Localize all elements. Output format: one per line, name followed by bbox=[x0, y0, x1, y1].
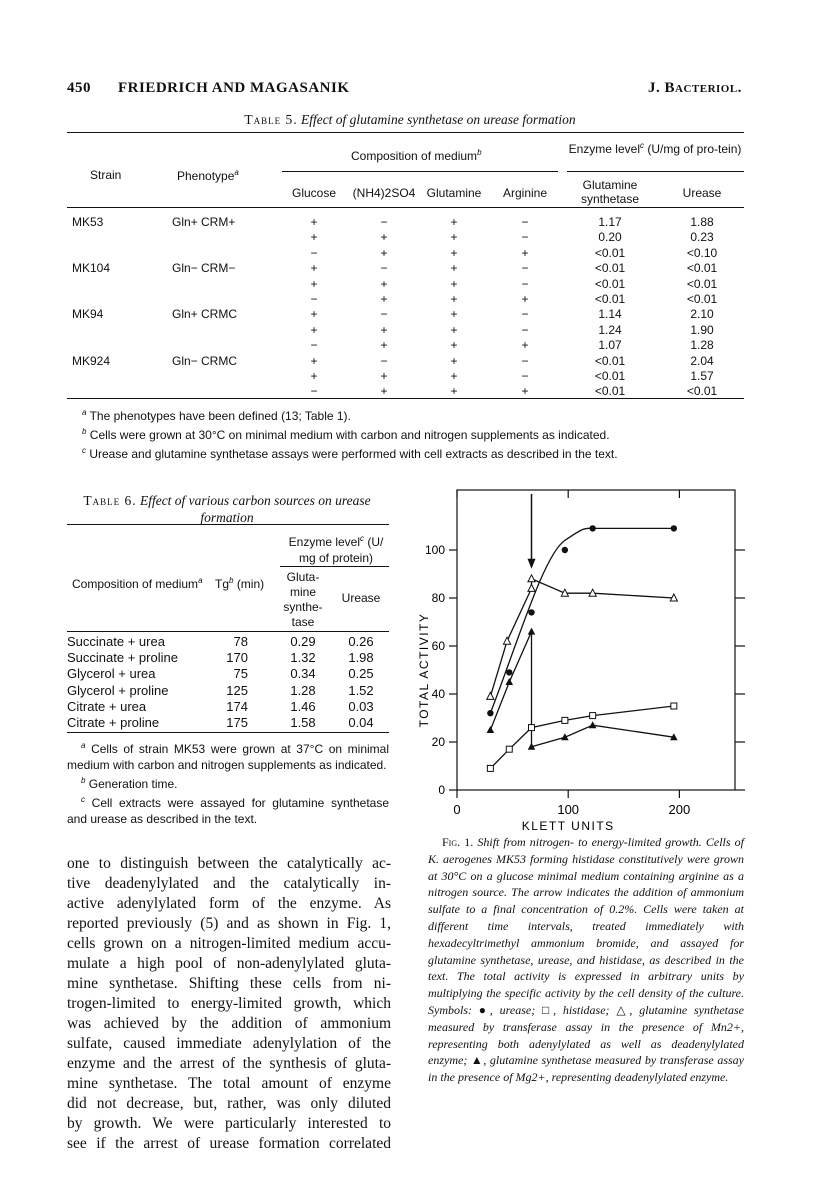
gs-mn-point bbox=[487, 692, 494, 699]
table5-footnotes bbox=[82, 405, 762, 462]
y-tick-label: 100 bbox=[424, 543, 445, 557]
table5-cell-nh4: + bbox=[380, 322, 388, 337]
table6-cell-gs: 1.28 bbox=[290, 682, 316, 698]
histidase-point bbox=[590, 713, 596, 719]
table6-cell-gs: 1.46 bbox=[290, 698, 316, 714]
body-text-line: cells grown on a nitrogen-limited medium accu- bbox=[67, 935, 391, 952]
table5-col-enzyme-fnmark: c bbox=[640, 141, 644, 150]
x-tick-label: 100 bbox=[557, 802, 580, 817]
figure-1-label: Fig. 1. bbox=[442, 835, 474, 849]
table5-col-composition-fnmark: b bbox=[477, 148, 482, 157]
table6-cell-gs: 1.58 bbox=[290, 715, 316, 730]
gs-mg-point bbox=[589, 721, 597, 728]
table5-footnote-a-mark: a bbox=[82, 408, 87, 417]
table5-sub-glucose: Glucose bbox=[291, 186, 337, 200]
table5-cell-urease: 0.23 bbox=[690, 230, 714, 245]
table6-footnote-b-text: Generation time. bbox=[88, 777, 178, 791]
table5-col-phenotype bbox=[177, 168, 239, 183]
table6-cell-urease: 0.04 bbox=[348, 715, 374, 730]
table5-cell-strain: MK924 bbox=[72, 353, 111, 368]
table5-col-phenotype-label: Phenotype bbox=[177, 169, 235, 183]
table5-sub-arginine: Arginine bbox=[502, 186, 548, 200]
table6-cell-urease: 0.26 bbox=[348, 634, 374, 649]
table6-cell-urease: 0.03 bbox=[348, 698, 374, 714]
table5-cell-gln: + bbox=[450, 307, 458, 322]
table6-label: Table 6. bbox=[83, 493, 137, 508]
table6-col-tg-label: Tg bbox=[215, 577, 230, 591]
table5-cell-glucose: + bbox=[310, 261, 318, 276]
series-line-glutamine-synthetase-mg2- bbox=[490, 632, 673, 747]
table6-col-enzyme-unit2: mg of protein) bbox=[298, 551, 374, 565]
table6-cell-medium: Citrate + proline bbox=[67, 715, 160, 730]
table5-cell-gln: + bbox=[450, 276, 458, 291]
gs-mn-point bbox=[528, 584, 535, 591]
table6-footnotes bbox=[67, 738, 389, 827]
table5-cell-glucose: + bbox=[310, 322, 318, 337]
x-tick-label: 200 bbox=[668, 802, 691, 817]
table5-cell-nh4: − bbox=[380, 261, 388, 276]
y-tick-label: 80 bbox=[431, 591, 445, 605]
table6-col-composition-label: Composition of medium bbox=[72, 577, 199, 591]
table6-cell-tg: 170 bbox=[226, 650, 248, 666]
table6-sub-urease: Urease bbox=[341, 591, 381, 605]
table5-cell-nh4: + bbox=[380, 245, 388, 260]
body-text-line: by growth. We were particularly interested to bbox=[67, 1115, 391, 1132]
x-axis-label: KLETT UNITS bbox=[521, 819, 615, 833]
table5-cell-gs: 1.07 bbox=[598, 338, 622, 353]
body-text-line: reported previously (5) and as shown in Fig. 1, bbox=[67, 915, 391, 932]
table6-col-tg-fnmark: b bbox=[229, 576, 234, 585]
table5-cell-strain: MK53 bbox=[72, 215, 104, 229]
table5-cell-arg: − bbox=[521, 276, 529, 291]
table6-footnote-a bbox=[67, 738, 389, 773]
table6-cell-medium: Succinate + urea bbox=[67, 634, 165, 649]
table5-cell-arg: − bbox=[521, 261, 529, 276]
table6-footnote-b bbox=[67, 773, 389, 792]
y-tick-label: 20 bbox=[431, 735, 445, 749]
x-tick-label: 0 bbox=[453, 802, 461, 817]
table5-cell-gs: <0.01 bbox=[594, 292, 626, 306]
table6-footnote-c bbox=[67, 792, 389, 827]
table5-sub-urease: Urease bbox=[682, 186, 722, 200]
table5-col-enzyme-unit: (U/mg of pro-tein) bbox=[647, 142, 742, 156]
plot-frame bbox=[457, 490, 735, 790]
table5-bottom-rule bbox=[67, 398, 744, 399]
table5-cell-urease: <0.10 bbox=[686, 245, 718, 260]
table5-cell-arg: − bbox=[521, 322, 529, 337]
table5-cell-urease: <0.01 bbox=[686, 261, 718, 276]
table5-cell-urease: <0.01 bbox=[686, 276, 718, 291]
table5-cell-gs: <0.01 bbox=[594, 245, 626, 260]
figure-markers bbox=[487, 525, 678, 771]
urease-point bbox=[528, 609, 534, 615]
table6-footnote-a-text: Cells of strain MK53 were grown at 37°C on minimal medium with carbon and nitrogen supplements as indicated. bbox=[67, 742, 390, 772]
table5-cell-gs: 1.24 bbox=[598, 322, 622, 337]
table5-cell-gln: + bbox=[450, 245, 458, 260]
table5-cell-gln: + bbox=[450, 353, 458, 368]
table5-cell-gs: 1.14 bbox=[598, 307, 622, 322]
table5-footnote-c bbox=[82, 443, 762, 462]
table6-cell-urease: 1.98 bbox=[348, 650, 374, 666]
gs-mn-point bbox=[503, 637, 510, 644]
table5-cell-arg: − bbox=[521, 353, 529, 368]
table5-cell-urease: 1.88 bbox=[690, 215, 714, 229]
y-axis-label: TOTAL ACTIVITY bbox=[417, 612, 431, 728]
table5-cell-arg: + bbox=[521, 338, 529, 353]
table6-footnote-c-mark: c bbox=[81, 795, 85, 804]
urease-point bbox=[671, 525, 677, 531]
journal-name: J. Bacteriol. bbox=[648, 80, 742, 96]
gs-mg-point bbox=[505, 678, 513, 685]
table5-cell-gs: <0.01 bbox=[594, 353, 626, 368]
table5-cell-gs: <0.01 bbox=[594, 261, 626, 276]
gs-mg-point bbox=[487, 726, 495, 733]
table5-cell-glucose: + bbox=[310, 307, 318, 322]
table5-label: Table 5. bbox=[244, 112, 298, 127]
table5-cell-gs: <0.01 bbox=[594, 276, 626, 291]
table5-cell-gs: 0.20 bbox=[598, 230, 622, 245]
table5-cell-glucose: − bbox=[310, 245, 318, 260]
figure-series bbox=[490, 528, 673, 768]
table6-col-tg-unit: (min) bbox=[236, 577, 265, 591]
table5-cell-nh4: + bbox=[380, 369, 388, 383]
table5-cell-gln: + bbox=[450, 384, 458, 399]
table6-cell-tg: 175 bbox=[226, 715, 248, 730]
table5-cell-glucose: + bbox=[310, 276, 318, 291]
table5-cell-urease: 1.28 bbox=[690, 338, 714, 353]
table5-cell-urease: 2.04 bbox=[690, 353, 714, 368]
table5-cell-urease: 1.90 bbox=[690, 322, 714, 337]
table6-col-composition-fnmark: a bbox=[198, 576, 203, 585]
table5-cell-strain: MK94 bbox=[72, 307, 104, 322]
table6-cell-gs: 0.34 bbox=[290, 666, 316, 682]
table5-cell-gs: <0.01 bbox=[594, 369, 626, 383]
table5-cell-nh4: + bbox=[380, 338, 388, 353]
gs-mn-point bbox=[528, 575, 535, 582]
table5-cell-glucose: + bbox=[310, 369, 318, 383]
table6-cell-medium: Citrate + urea bbox=[67, 698, 147, 714]
table5-col-phenotype-fnmark: a bbox=[234, 168, 239, 177]
table5-footnote-b bbox=[82, 424, 762, 443]
table5-cell-urease: <0.01 bbox=[686, 292, 718, 306]
table5-cell-phenotype: Gln+ CRM+ bbox=[172, 215, 236, 229]
body-text-line: mulate a high pool of non-adenylylated gluta- bbox=[67, 955, 391, 972]
table6-cell-tg: 78 bbox=[233, 634, 248, 649]
body-text-line: sulfate, caused immediate adenylylation of the bbox=[67, 1035, 391, 1052]
body-text-line: mine synthetase. The total amount of enzyme bbox=[67, 1075, 391, 1092]
table6-col-enzyme bbox=[282, 531, 390, 566]
table6-enzyme-rule bbox=[280, 566, 389, 567]
table5-cell-phenotype: Gln+ CRMC bbox=[172, 307, 238, 322]
table6-footnote-a-mark: a bbox=[81, 741, 86, 750]
table6-col-composition bbox=[72, 576, 203, 591]
table6-cell-medium: Glycerol + urea bbox=[67, 666, 156, 682]
running-authors: FRIEDRICH AND MAGASANIK bbox=[118, 80, 350, 96]
table5-cell-gs: 1.17 bbox=[598, 215, 622, 229]
urease-point bbox=[562, 547, 568, 553]
table5-col-composition-label: Composition of medium bbox=[351, 149, 478, 163]
table5-footnote-b-text: Cells were grown at 30°C on minimal medium with carbon and nitrogen supplements as indicated. bbox=[89, 428, 610, 442]
urease-point bbox=[589, 525, 595, 531]
table5-col-enzyme bbox=[567, 138, 743, 157]
series-line-histidase bbox=[490, 706, 673, 768]
table5-footnote-c-text: Urease and glutamine synthetase assays were performed with cell extracts as described in the text. bbox=[89, 447, 618, 461]
histidase-point bbox=[487, 765, 493, 771]
table5-cell-gs: <0.01 bbox=[594, 384, 626, 399]
body-text-line: active adenylylated form of the enzyme. As bbox=[67, 895, 391, 912]
table6-title-line2: formation bbox=[200, 510, 254, 525]
table5-cell-glucose: + bbox=[310, 215, 318, 229]
table6-col-enzyme-line1 bbox=[282, 531, 390, 550]
series-line-urease bbox=[490, 528, 673, 713]
table5-col-enzyme-label: Enzyme level bbox=[568, 142, 640, 156]
urease-point bbox=[506, 669, 512, 675]
table5-footnote-a-text: The phenotypes have been defined (13; Table 1). bbox=[89, 409, 351, 423]
table6-cell-tg: 75 bbox=[233, 666, 248, 682]
body-text bbox=[67, 854, 391, 1154]
table5-footnote-b-mark: b bbox=[82, 427, 87, 436]
table5-cell-arg: + bbox=[521, 292, 529, 306]
table5-cell-arg: − bbox=[521, 215, 529, 229]
table5-cell-phenotype: Gln− CRMC bbox=[172, 353, 238, 368]
table5 bbox=[0, 0, 816, 420]
table5-cell-gln: + bbox=[450, 369, 458, 383]
table5-cell-arg: + bbox=[521, 384, 529, 399]
histidase-point bbox=[562, 717, 568, 723]
table6-cell-tg: 125 bbox=[226, 682, 248, 698]
y-tick-label: 60 bbox=[431, 639, 445, 653]
table5-title: Effect of glutamine synthetase on urease formation bbox=[300, 112, 576, 127]
table5-cell-glucose: − bbox=[310, 384, 318, 399]
gs-mg-point bbox=[528, 628, 536, 635]
table5-cell-gln: + bbox=[450, 261, 458, 276]
table5-cell-arg: − bbox=[521, 369, 529, 383]
table5-cell-nh4: + bbox=[380, 230, 388, 245]
table5-cell-nh4: − bbox=[380, 215, 388, 229]
table6-footnote-c-text: Cell extracts were assayed for glutamine synthetase and urease as described in the text. bbox=[67, 796, 389, 826]
table5-cell-arg: − bbox=[521, 307, 529, 322]
table5-cell-glucose: − bbox=[310, 338, 318, 353]
urease-point bbox=[487, 710, 493, 716]
table6-caption-line1 bbox=[62, 492, 392, 509]
table5-cell-urease: 1.57 bbox=[690, 369, 714, 383]
table6-col-enzyme-fnmark: c bbox=[360, 534, 365, 543]
figure-1-caption-text: Shift from nitrogen- to energy-limited growth. Cells of K. aerogenes MK53 forming histidase constitutively were grown at 30°C on a glucose minimal medium containing arginine as a nitrogen source. The arrow indicates the addition of ammonium sulfate to a final concentration of 0.2%. Cells were taken at different time intervals, treated immediately with hexadecyltrimethyl ammonium bromide, and assayed for glutamine synthetase, urease, and histidase, as described in the text. The total activity is expressed in arbitrary units by multiplying the specific activity by the cell density of the culture. Symbols: ●, urease; □, histidase; △, glutamine synthetase measured by transferase assay in the presence of Mn2+, representing both adenylylated as well as deadenylylated enzyme; ▲, glutamine synthetase measured by transferase assay in the presence of Mg2+, representing deadenylylated enzyme. bbox=[428, 835, 745, 1085]
page-number: 450 bbox=[67, 80, 91, 96]
table5-col-composition bbox=[351, 148, 482, 163]
table5-cell-arg: − bbox=[521, 230, 529, 245]
table6-caption bbox=[62, 492, 392, 526]
table6-header-rule bbox=[67, 631, 389, 632]
table5-cell-nh4: − bbox=[380, 353, 388, 368]
table6-bottom-rule bbox=[67, 732, 389, 733]
body-text-line: see if the arrest of urease formation correlated bbox=[67, 1135, 391, 1152]
table5-col-strain: Strain bbox=[90, 168, 122, 182]
histidase-point bbox=[506, 746, 512, 752]
table5-cell-gln: + bbox=[450, 215, 458, 229]
table6-cell-gs: 1.32 bbox=[290, 650, 316, 666]
table5-sub-glutamine: Glutamine bbox=[426, 186, 482, 200]
histidase-point bbox=[529, 725, 535, 731]
table5-cell-phenotype: Gln− CRM− bbox=[172, 261, 236, 276]
table6-sub-gs: Gluta-mine synthe-tase bbox=[283, 570, 323, 629]
table6-cell-medium: Succinate + proline bbox=[67, 650, 178, 666]
body-text-line: trogen-limited to energy-limited growth, which bbox=[67, 995, 391, 1012]
body-text-line: tive deadenylylated and the catalytically in- bbox=[67, 875, 391, 892]
table5-cell-nh4: + bbox=[380, 384, 388, 399]
table5-footnote-c-mark: c bbox=[82, 446, 86, 455]
body-text-line: enzyme and the arrest of the synthesis of gluta- bbox=[67, 1055, 391, 1072]
table6-col-enzyme-label: Enzyme level bbox=[288, 535, 361, 549]
table5-cell-urease: <0.01 bbox=[686, 384, 718, 399]
table5-cell-glucose: − bbox=[310, 292, 318, 306]
figure-frame bbox=[449, 490, 745, 798]
table5-cell-gln: + bbox=[450, 292, 458, 306]
table5-footnote-a bbox=[82, 405, 762, 424]
table5-cell-gln: + bbox=[450, 322, 458, 337]
table5-cell-nh4: + bbox=[380, 276, 388, 291]
table5-cell-nh4: − bbox=[380, 307, 388, 322]
table6-top-rule bbox=[67, 524, 389, 525]
table5-cell-gln: + bbox=[450, 338, 458, 353]
body-text-line: was achieved by the addition of ammonium bbox=[67, 1015, 391, 1032]
table5-cell-urease: 2.10 bbox=[690, 307, 714, 322]
figure-1-chart bbox=[400, 478, 760, 838]
table6-cell-urease: 1.52 bbox=[348, 682, 374, 698]
table5-cell-nh4: + bbox=[380, 292, 388, 306]
table5-sub-nh4: (NH4)2SO4 bbox=[352, 186, 416, 200]
table5-cell-arg: + bbox=[521, 245, 529, 260]
table5-cell-glucose: + bbox=[310, 353, 318, 368]
body-text-line: did not decrease, but, rather, was only diluted bbox=[67, 1095, 391, 1112]
table6-footnote-b-mark: b bbox=[81, 776, 86, 785]
table5-cell-glucose: + bbox=[310, 230, 318, 245]
body-text-line: mine synthetase. Shifting these cells from ni- bbox=[67, 975, 391, 992]
table6-cell-tg: 174 bbox=[226, 698, 248, 714]
figure-1-caption bbox=[428, 834, 744, 1086]
table6-cell-gs: 0.29 bbox=[290, 634, 316, 649]
table5-sub-gs: Glutamine synthetase bbox=[580, 178, 640, 206]
histidase-point bbox=[671, 703, 677, 709]
table5-cell-gln: + bbox=[450, 230, 458, 245]
table6-cell-medium: Glycerol + proline bbox=[67, 682, 169, 698]
table6-col-enzyme-unit1: (U/ bbox=[367, 535, 384, 549]
table6-col-tg bbox=[215, 576, 264, 591]
table6-cell-urease: 0.25 bbox=[348, 666, 374, 682]
table6-title-line1: Effect of various carbon sources on urease bbox=[139, 493, 371, 508]
y-tick-label: 40 bbox=[431, 687, 445, 701]
body-text-line: one to distinguish between the catalytically ac- bbox=[67, 855, 391, 872]
table5-header-rule bbox=[67, 207, 744, 208]
y-tick-label: 0 bbox=[438, 783, 445, 797]
addition-arrow-head bbox=[528, 559, 536, 569]
table5-composition-rule bbox=[282, 171, 558, 172]
table5-cell-strain: MK104 bbox=[72, 261, 111, 276]
table5-enzyme-rule bbox=[567, 171, 744, 172]
